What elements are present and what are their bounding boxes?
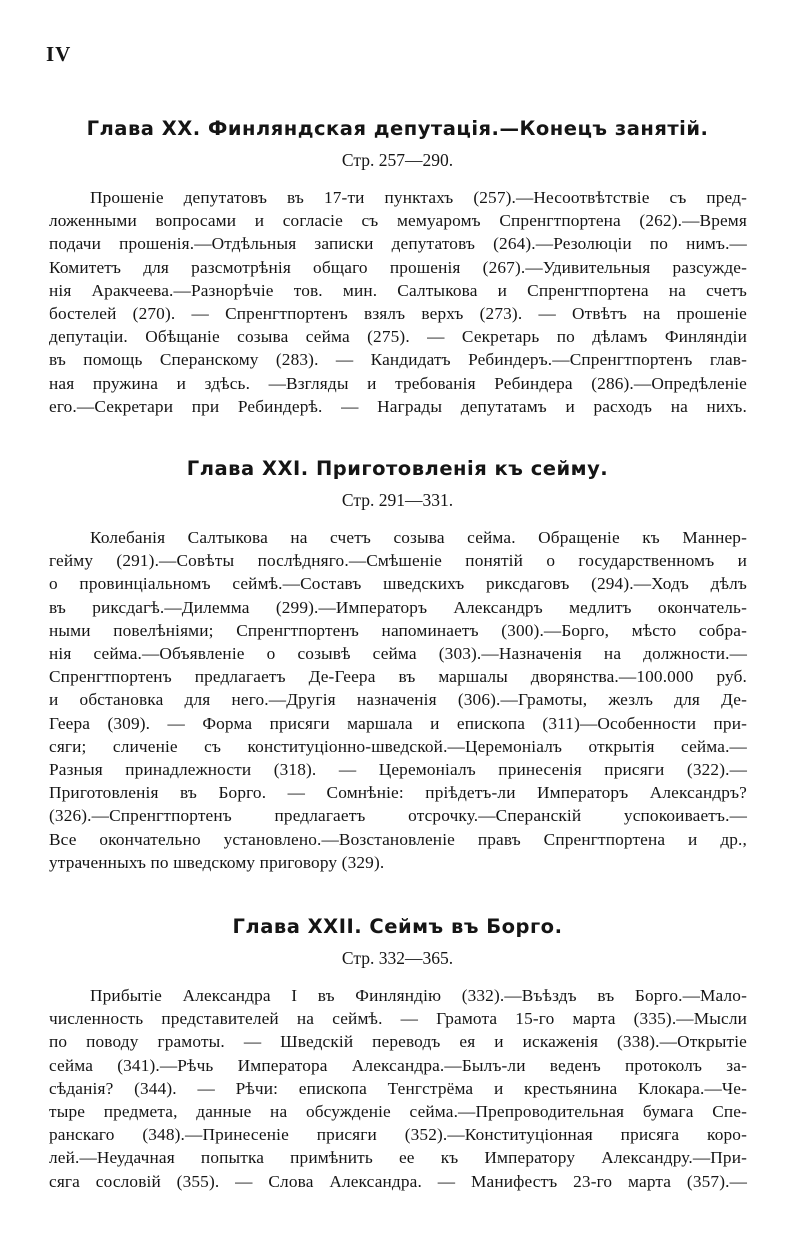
text-line: ложенными вопросами и согласіе съ мемуаромъ Спренгтпортена (262).—Время	[49, 211, 747, 231]
text-line: тыре предмета, данные на обсужденіе сейма.—Препроводительная бумага Спе-	[49, 1102, 747, 1122]
chapter-title: Глава XXI. Приготовленія къ сейму.	[186, 457, 609, 480]
text-line: Разныя принадлежности (318). — Церемоніалъ принесенія присяги (322).—	[49, 760, 747, 780]
text-line: Прошеніе депутатовъ въ 17-ти пунктахъ (257).—Несоотвѣтствіе съ пред-	[90, 188, 747, 207]
text-line: сяги; сличеніе съ конституціонно-шведской.—Церемоніалъ открытія сейма.—	[49, 736, 747, 756]
text-line: и обстановка для него.—Другія назначенія (306).—Грамоты, жезлъ для Де-	[49, 690, 747, 710]
text-line: ная пружина и здѣсь. —Взгляды и требованія Ребиндера (286).—Опредѣленіе	[49, 373, 747, 393]
chapter-page-range: Стр. 291—331.	[341, 490, 454, 510]
text-line: въ помощь Сперанскому (283). — Кандидатъ Ребиндеръ.—Спренгтпортенъ глав-	[49, 350, 747, 370]
text-line: лей.—Неудачная попытка примѣнить ее къ Императору Александру.—При-	[49, 1148, 747, 1168]
chapter-title: Глава XXII. Сеймъ въ Борго.	[232, 915, 563, 938]
chapter-summary	[0, 984, 795, 1193]
chapter-summary	[0, 186, 795, 418]
chapter-summary	[0, 526, 795, 874]
page-number: IV	[46, 42, 72, 66]
text-line: его.—Секретари при Ребиндерѣ. — Награды депутатамъ и расходъ на нихъ.	[49, 396, 747, 416]
text-line: Приготовленія въ Борго. — Сомнѣніе: пріѣдетъ-ли Императоръ Александръ?	[49, 783, 747, 803]
text-line: (326).—Спренгтпортенъ предлагаетъ отсрочку.—Сперанскій успокоиваетъ.—	[49, 806, 747, 826]
text-line: утраченныхъ по шведскому приговору (329).	[49, 852, 385, 872]
text-line: гейму (291).—Совѣты послѣдняго.—Смѣшеніе понятій о государственномъ и	[49, 551, 747, 571]
text-line: по поводу грамоты. — Шведскій переводъ ея и искаженія (338).—Открытіе	[49, 1032, 747, 1052]
text-line: о провинціальномъ сеймѣ.—Составъ шведскихъ риксдаговъ (294).—Ходъ дѣлъ	[49, 574, 747, 594]
text-line: нія Аракчеева.—Разнорѣчіе тов. мин. Салтыкова и Спренгтпортена на счетъ	[49, 280, 747, 300]
text-line: Прибытіе Александра I въ Финляндію (332).—Въѣздъ въ Борго.—Мало-	[90, 986, 747, 1005]
text-line: сейма (341).—Рѣчь Императора Александра.—Былъ-ли веденъ протоколъ за-	[49, 1055, 747, 1075]
text-line: Комитетъ для разсмотрѣнія общаго прошенія (267).—Удивительныя разсужде-	[49, 257, 747, 277]
chapter-title: Глава XX. Финляндская депутація.—Конецъ занятій.	[86, 117, 709, 140]
text-line: депутаціи. Обѣщаніе созыва сейма (275). — Секретарь по дѣламъ Финляндіи	[49, 327, 747, 347]
text-line: Геера (309). — Форма присяги маршала и епископа (311)—Особенности при-	[49, 713, 747, 733]
chapter-page-range: Стр. 332—365.	[341, 948, 454, 968]
chapter-page-range: Стр. 257—290.	[341, 150, 454, 170]
text-line: бостелей (270). — Спренгтпортенъ взялъ верхъ (273). — Отвѣтъ на прошеніе	[49, 304, 747, 324]
text-line: ранскаго (348).—Принесеніе присяги (352).—Конституціонная присяга коро-	[49, 1125, 747, 1145]
text-line: сѣданія? (344). — Рѣчи: епископа Тенгстрёма и крестьянина Клокара.—Че-	[49, 1078, 747, 1098]
text-line: нія сейма.—Объявленіе о созывѣ сейма (303).—Назначенія на должности.—	[49, 644, 747, 664]
chapter-xxii	[0, 914, 795, 1193]
text-line: сяга сословій (355). — Слова Александра. — Манифестъ 23-го марта (357).—	[49, 1171, 747, 1191]
chapter-xxi	[0, 456, 795, 874]
chapter-xx	[0, 116, 795, 418]
text-line: въ риксдагѣ.—Дилемма (299).—Императоръ Александръ медлитъ окончатель-	[49, 597, 747, 617]
text-line: подачи прошенія.—Отдѣльныя записки депутатовъ (264).—Резолюціи по нимъ.—	[49, 234, 747, 254]
text-line: Спренгтпортенъ предлагаетъ Де-Геера въ маршалы дворянства.—100.000 руб.	[49, 667, 747, 687]
text-line: ными повелѣніями; Спренгтпортенъ напоминаетъ (300).—Борго, мѣсто собра-	[49, 620, 747, 640]
text-line: Колебанія Салтыкова на счетъ созыва сейма. Обращеніе къ Маннер-	[90, 528, 747, 547]
text-line: Все окончательно установлено.—Возстановленіе правъ Спренгтпортена и др.,	[49, 829, 747, 849]
text-line: численность представителей на сеймѣ. — Грамота 15-го марта (335).—Мысли	[49, 1009, 747, 1029]
